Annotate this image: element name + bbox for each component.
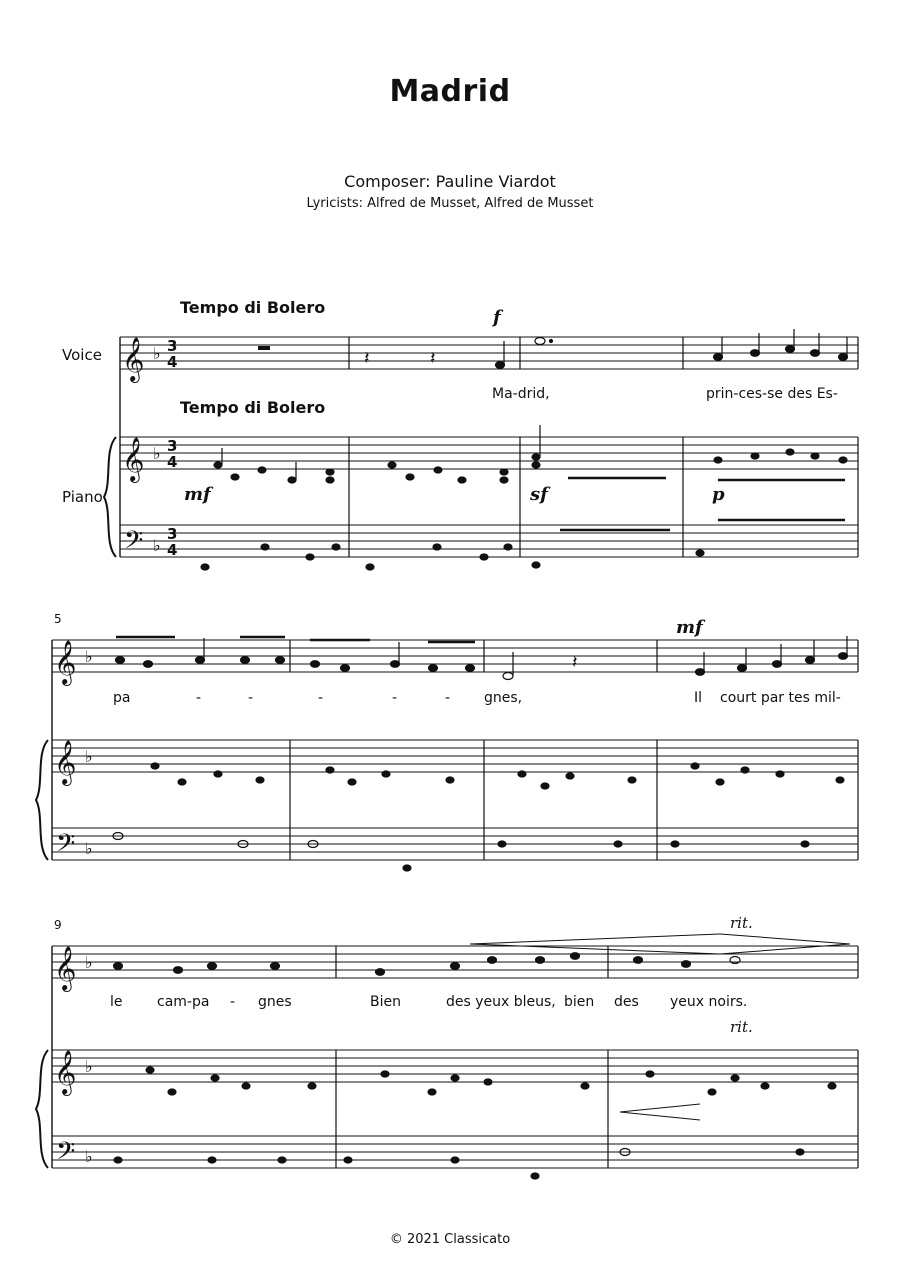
lyric: pa — [113, 690, 131, 706]
lyric: - — [445, 690, 451, 706]
lyricists-credit: Lyricists: Alfred de Musset, Alfred de Musset — [306, 196, 594, 211]
svg-text:3: 3 — [167, 525, 178, 543]
svg-text:4: 4 — [167, 541, 178, 559]
piano-treble-staff-2 — [52, 740, 858, 772]
instrument-label-voice: Voice — [62, 346, 102, 364]
dynamic-mf-voice: mf — [676, 617, 703, 638]
svg-text:4: 4 — [167, 353, 178, 371]
treble-clef-icon: 𝄞 — [54, 640, 77, 684]
lyric: Bien — [370, 994, 401, 1010]
composer-credit: Composer: Pauline Viardot — [344, 172, 556, 191]
piano-brace-2 — [36, 740, 48, 860]
lyric: - — [230, 994, 236, 1010]
lyric: court par tes mil- — [720, 690, 841, 706]
svg-text:♭: ♭ — [85, 647, 93, 666]
rit-piano: rit. — [730, 1018, 753, 1036]
bass-clef-icon: 𝄢 — [56, 829, 76, 864]
dynamic-mf: mf — [184, 484, 211, 505]
treble-clef-icon: 𝄞 — [54, 1050, 77, 1094]
instrument-label-piano: Piano — [62, 488, 103, 506]
lyric: gnes — [258, 994, 292, 1010]
piano-brace-1 — [104, 437, 116, 557]
treble-clef-icon: 𝄞 — [54, 740, 77, 784]
treble-clef-icon: 𝄞 — [54, 946, 77, 990]
piano-bass-staff-2 — [52, 828, 858, 860]
lyric: des — [614, 994, 639, 1010]
svg-text:𝄽: 𝄽 — [430, 348, 436, 369]
measure-number-9: 9 — [54, 918, 62, 932]
svg-text:♭: ♭ — [85, 747, 93, 766]
copyright-footer: © 2021 Classicato — [389, 1232, 511, 1247]
voice-staff-3 — [52, 946, 858, 978]
lyric: - — [248, 690, 254, 706]
lyric: - — [392, 690, 398, 706]
svg-text:4: 4 — [167, 453, 178, 471]
bass-clef-icon: 𝄢 — [124, 526, 144, 561]
svg-text:♭: ♭ — [153, 444, 161, 463]
dynamic-sf: sf — [530, 484, 548, 505]
svg-text:♭: ♭ — [153, 344, 161, 363]
lyric: bien — [564, 994, 595, 1010]
svg-text:♭: ♭ — [85, 1057, 93, 1076]
svg-text:♭: ♭ — [153, 536, 161, 555]
piano-bass-staff-1 — [120, 525, 858, 557]
dynamic-f: f — [493, 307, 501, 328]
tempo-marking-piano: Tempo di Bolero — [180, 398, 326, 417]
lyric: cam-pa — [157, 994, 210, 1010]
voice-staff-1 — [120, 337, 858, 369]
piano-decrescendo-hairpin — [620, 1104, 700, 1120]
lyric: - — [196, 690, 202, 706]
bass-clef-icon: 𝄢 — [56, 1137, 76, 1172]
lyric: - — [318, 690, 324, 706]
piano-treble-staff-1 — [120, 437, 858, 469]
treble-clef-icon: 𝄞 — [122, 337, 145, 381]
crescendo-hairpin — [470, 934, 720, 954]
lyric: Il — [694, 690, 703, 706]
score-title: Madrid — [389, 74, 511, 109]
decrescendo-hairpin — [720, 934, 850, 954]
svg-text:𝄽: 𝄽 — [364, 348, 370, 369]
svg-text:♭: ♭ — [85, 1147, 93, 1166]
lyric: Ma-drid, — [492, 386, 550, 402]
tempo-marking-voice: Tempo di Bolero — [180, 298, 326, 317]
treble-clef-icon: 𝄞 — [122, 437, 145, 481]
rit-voice: rit. — [730, 914, 753, 932]
lyric: des yeux bleus, — [446, 994, 556, 1010]
lyric: gnes, — [484, 690, 523, 706]
measure-number-5: 5 — [54, 612, 62, 626]
lyric: yeux noirs. — [670, 994, 748, 1010]
piano-brace-3 — [36, 1050, 48, 1168]
svg-text:♭: ♭ — [85, 839, 93, 858]
svg-text:3: 3 — [167, 437, 178, 455]
lyric: prin-ces-se des Es- — [706, 386, 838, 402]
lyric: le — [110, 994, 123, 1010]
svg-text:♭: ♭ — [85, 953, 93, 972]
svg-text:𝄽: 𝄽 — [572, 652, 578, 673]
dynamic-p: p — [712, 484, 725, 505]
svg-text:3: 3 — [167, 337, 178, 355]
